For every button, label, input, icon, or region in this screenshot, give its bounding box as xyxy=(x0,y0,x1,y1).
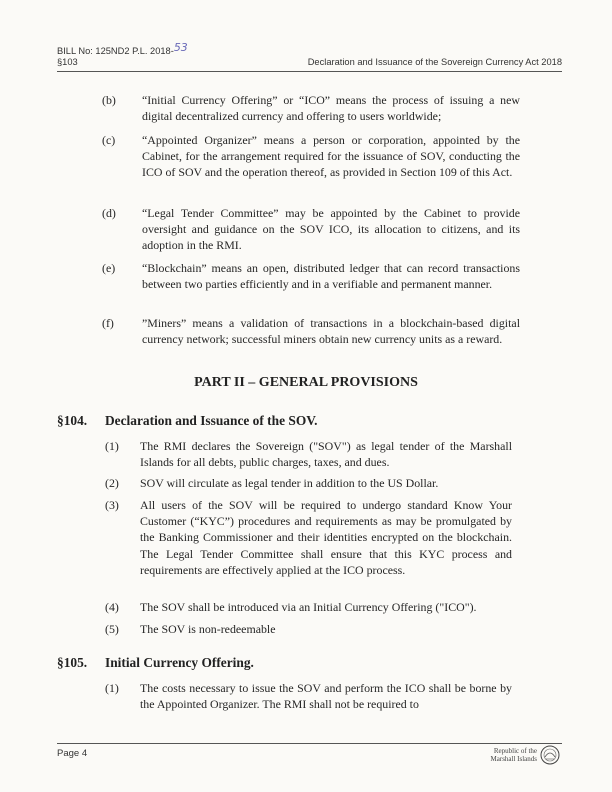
clause-text: SOV will circulate as legal tender in addition to the US Dollar. xyxy=(140,476,439,490)
page-number: Page 4 xyxy=(57,748,88,759)
clause-label: (4) xyxy=(105,600,119,614)
clause-label: (2) xyxy=(105,476,119,490)
clause-label: (3) xyxy=(105,498,119,512)
definition-text: “Legal Tender Committee” may be appointed by the Cabinet to provide oversight and guidance on the SOV ICO, its allocation to citizens, and its adoption in the RMI. xyxy=(142,206,520,253)
header-section-line xyxy=(57,57,562,67)
definition-text: “Blockchain” means an open, distributed ledger that can record transactions between two parties efficiently and in a verifiable and permanent manner. xyxy=(142,261,520,292)
section-105-heading xyxy=(57,655,254,671)
bill-number: BILL No: 125ND2 P.L. 2018- xyxy=(57,46,174,56)
definition-label: (b) xyxy=(102,93,116,107)
clause-text: The SOV is non-redeemable xyxy=(140,622,276,636)
definition-text: ”Miners” means a validation of transactions in a blockchain-based digital currency network; successful miners obtain new currency units as a reward. xyxy=(142,316,520,347)
footer-rule xyxy=(57,743,562,744)
logo-text-line2: Marshall Islands xyxy=(490,755,537,763)
clause-text: The RMI declares the Sovereign ("SOV") as legal tender of the Marshall Islands for all debts, public charges, taxes, and dues. xyxy=(140,439,512,470)
clause-text: The costs necessary to issue the SOV and perform the ICO shall be borne by the Appointed Organizer. The RMI shall not be required to xyxy=(140,681,512,712)
clause-text: All users of the SOV will be required to undergo standard Know Your Customer (“KYC”) procedures and requirements as may be promulgated by the Banking Commissioner and their identities encrypted on the blockchain. The Legal Tender Committee shall ensure that this KYC process and requirements are effectively applied at the ICO process. xyxy=(140,498,512,577)
definition-label: (d) xyxy=(102,206,116,220)
clause-text: The SOV shall be introduced via an Initial Currency Offering ("ICO"). xyxy=(140,600,477,614)
section-title: Declaration and Issuance of the SOV. xyxy=(105,413,318,428)
footer-logo xyxy=(491,745,560,765)
definition-label: (f) xyxy=(102,316,114,330)
logo-text-line1: Republic of the xyxy=(493,747,537,755)
definition-f xyxy=(102,315,520,347)
clause-104-4 xyxy=(105,599,512,615)
definition-b xyxy=(102,92,520,124)
clause-label: (1) xyxy=(105,681,119,695)
header-rule xyxy=(57,71,562,72)
handwritten-number: 53 xyxy=(173,41,188,54)
section-number: §105. xyxy=(57,655,88,670)
clause-105-1 xyxy=(105,680,512,712)
definition-c xyxy=(102,132,520,181)
clause-label: (5) xyxy=(105,622,119,636)
clause-104-5 xyxy=(105,621,512,637)
definition-text: “Initial Currency Offering” or “ICO” means the process of issuing a new digital decentralized currency and offering to users worldwide; xyxy=(142,93,520,124)
clause-104-2 xyxy=(105,475,512,491)
header-title: Declaration and Issuance of the Sovereign Currency Act 2018 xyxy=(307,57,562,67)
part-title: PART II – GENERAL PROVISIONS xyxy=(194,375,418,390)
definition-d xyxy=(102,205,520,254)
definition-text: “Appointed Organizer” means a person or corporation, appointed by the Cabinet, for the arrangement required for the issuance of SOV, conducting the ICO of SOV and the operation thereof, as provided in Section 109 of this Act. xyxy=(142,133,520,180)
clause-label: (1) xyxy=(105,439,119,453)
definition-e xyxy=(102,260,520,292)
seal-icon xyxy=(540,745,560,765)
definition-label: (e) xyxy=(102,261,116,275)
section-number: §104. xyxy=(57,413,88,428)
definition-label: (c) xyxy=(102,133,116,147)
header-section: §103 xyxy=(57,57,78,67)
clause-104-1 xyxy=(105,438,512,470)
section-104-heading xyxy=(57,413,318,429)
section-title: Initial Currency Offering. xyxy=(105,655,254,670)
clause-104-3 xyxy=(105,497,512,578)
header-bill-line xyxy=(57,41,562,57)
